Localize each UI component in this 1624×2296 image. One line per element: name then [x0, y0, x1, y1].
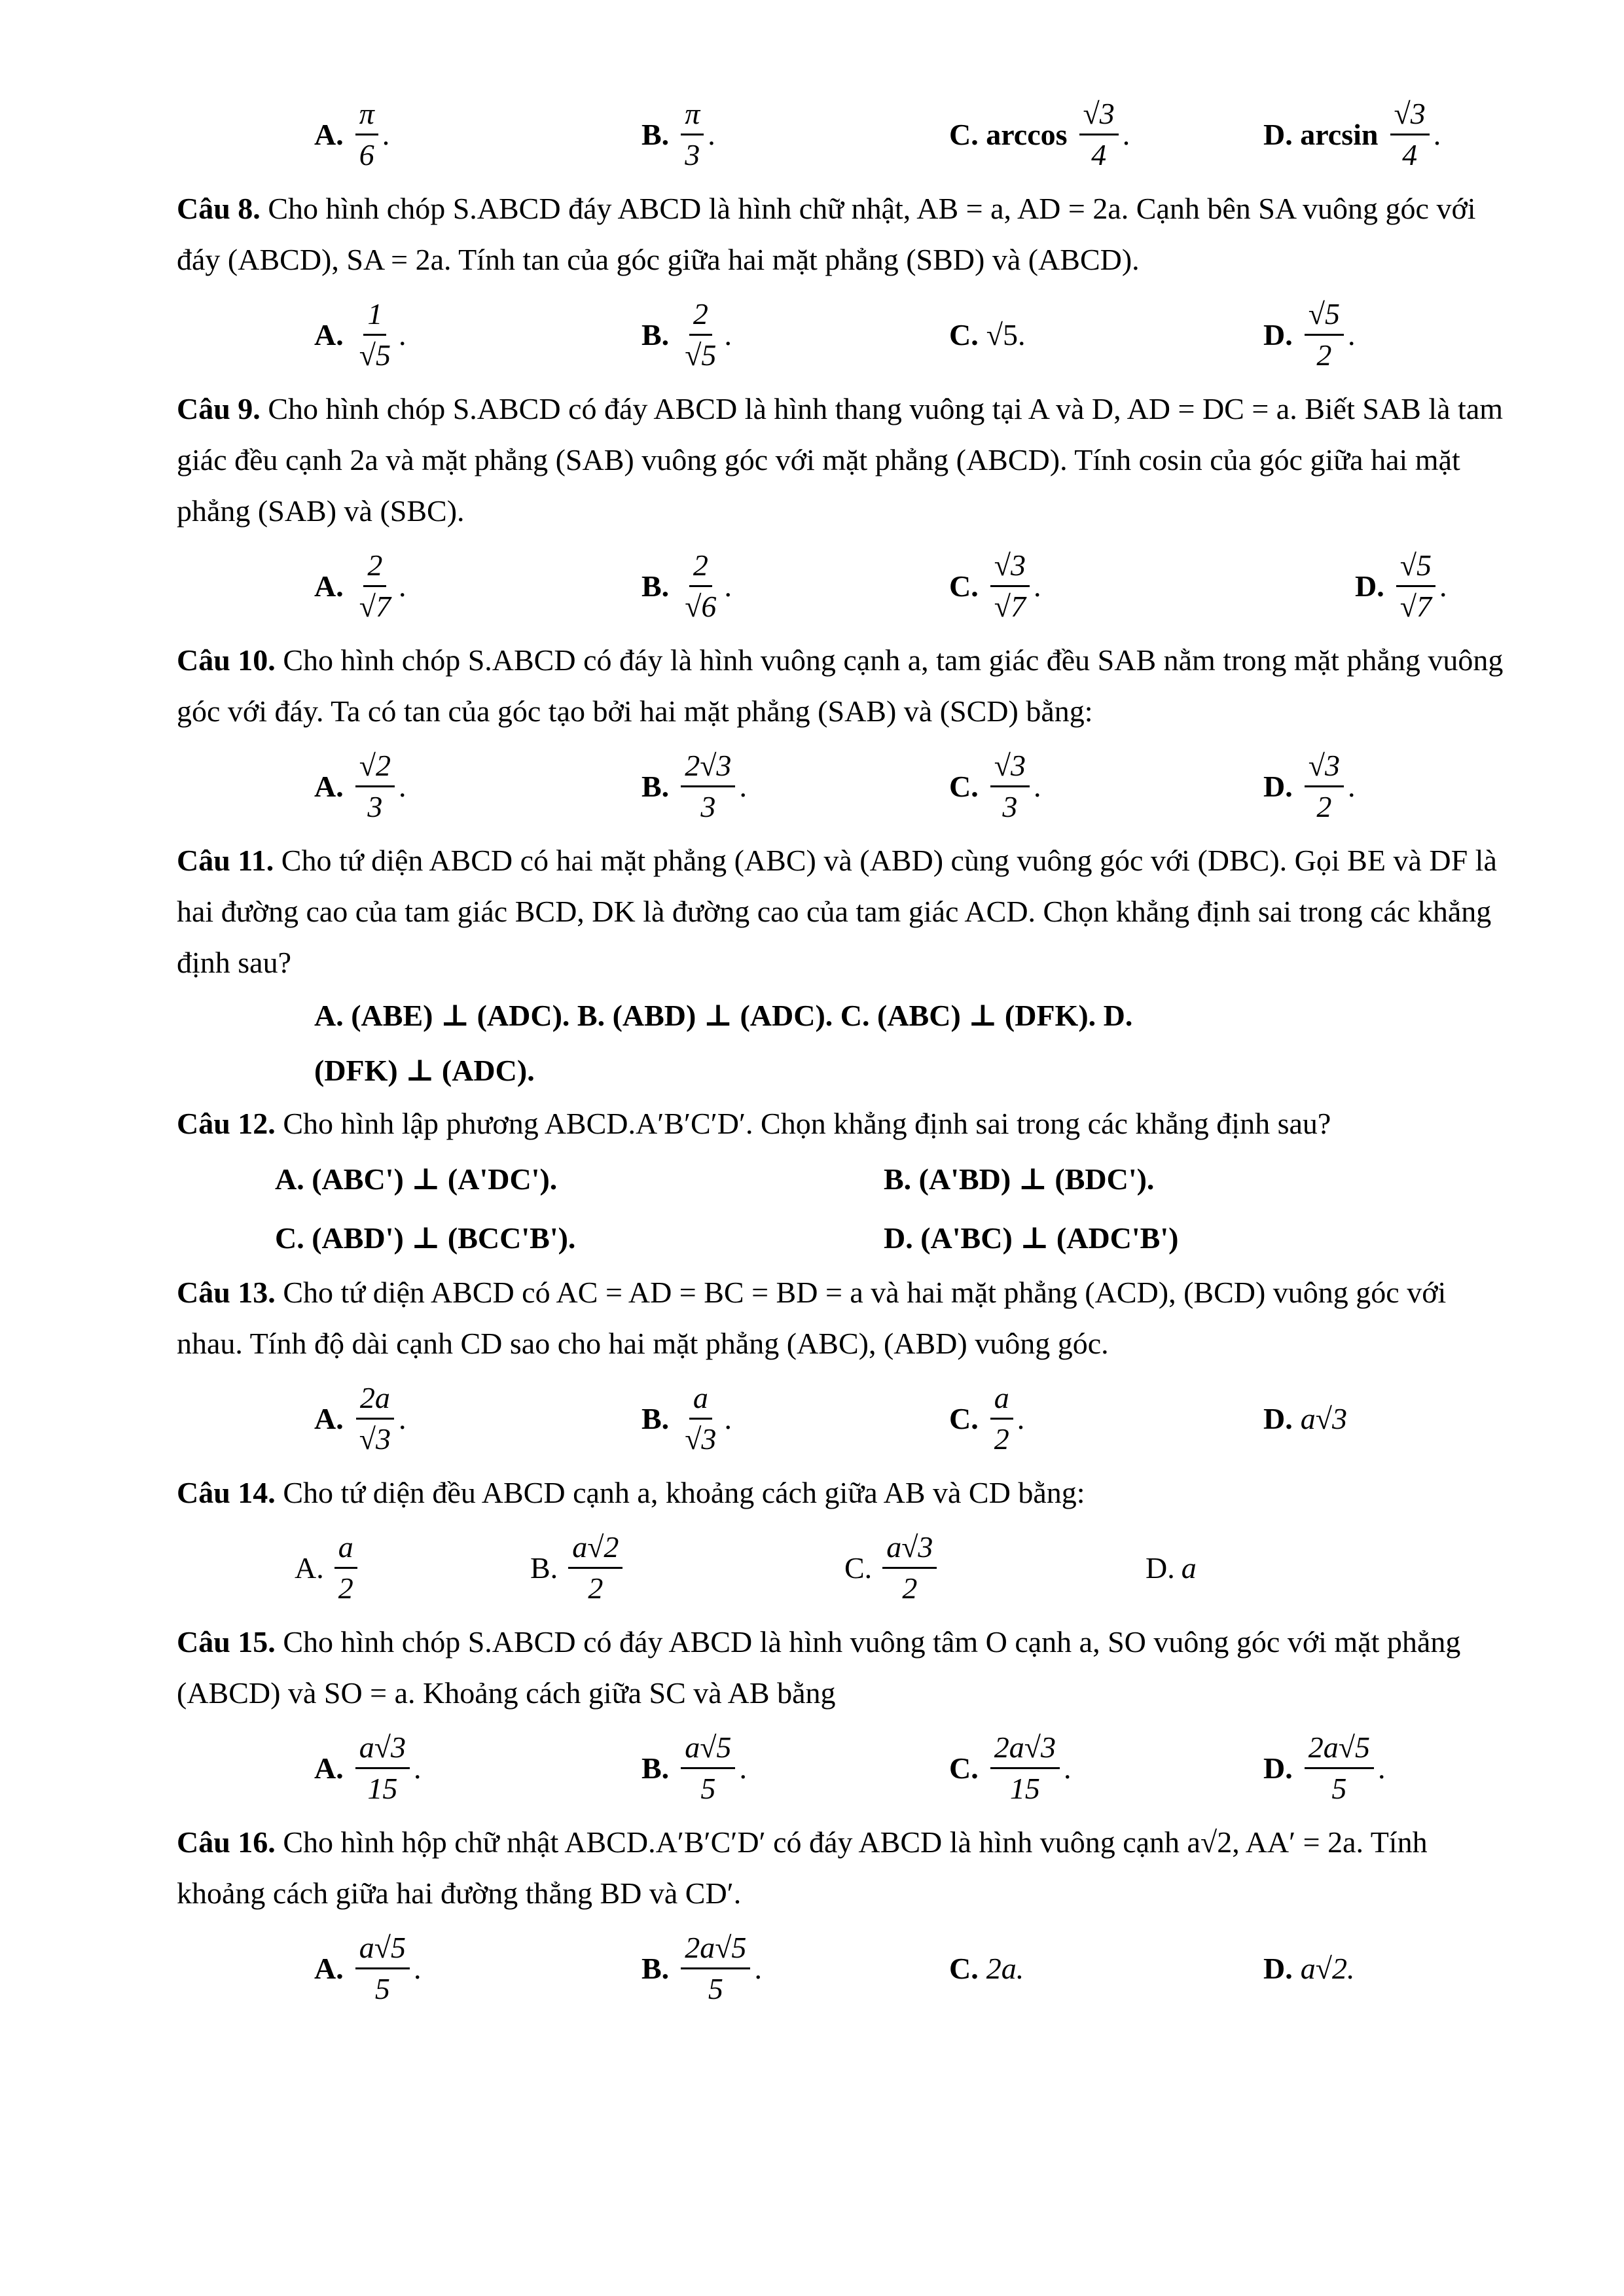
question-13: Câu 13. Cho tứ diện ABCD có AC = AD = BC = BD = a và hai mặt phẳng (ACD), (BCD) vuông góc với nhau. Tính độ dài cạnh CD sao cho hai mặt phẳng (ABC), (ABD) vuông góc.: [177, 1276, 1447, 1360]
q16-option-a: A. $\frac{a√5}{5}$ .: [314, 1919, 421, 2017]
q8-option-c: C. √5 .: [949, 317, 1026, 351]
question-9: Câu 9. Cho hình chóp S.ABCD có đáy ABCD là hình thang vuông tại A và D, AD = DC = a. Biết SAB là tam giác đều cạnh 2a và mặt phẳng (SAB) vuông góc với mặt phẳng (ABCD). Tính cosin của góc giữa hai mặt phẳng (SAB) và (SBC).: [177, 392, 1504, 528]
q7-option-b: B. $\frac{\pi}{3}$ .: [641, 85, 715, 183]
q12-option-d: D. (A'BC) ⊥ (ADC'B'): [884, 1221, 1179, 1255]
q16-option-b: B. $\frac{2a√5}{5}$ .: [641, 1919, 762, 2017]
q9-option-c: C. $\frac{√3}{√7}$ .: [949, 537, 1041, 635]
q14-option-b: B. $\frac{a√2}{2}$: [530, 1518, 626, 1617]
q12-option-a: A. (ABC') ⊥ (A'DC').: [275, 1162, 558, 1196]
document-page: [177, 85, 1512, 2017]
q11-options: A. (ABE) ⊥ (ADC). B. (ABD) ⊥ (ADC). C. (ABC) ⊥ (DFK). D.: [314, 999, 1133, 1032]
question-12: Câu 12. Cho hình lập phương ABCD.A′B′C′D′. Chọn khẳng định sai trong các khẳng định sau?: [177, 1107, 1331, 1140]
q7-options: [177, 85, 1512, 183]
q10-option-b: B. $\frac{2√3}{3}$ .: [641, 737, 747, 835]
q16-option-c: C. 2a.: [949, 1951, 1024, 1985]
q15-option-b: B. $\frac{a√5}{5}$ .: [641, 1719, 747, 1817]
q15-option-c: C. $\frac{2a√3}{15}$ .: [949, 1719, 1071, 1817]
q9-options: [177, 537, 1512, 635]
q9-option-a: A. $\frac{2}{√7}$ .: [314, 537, 406, 635]
question-15: Câu 15. Cho hình chóp S.ABCD có đáy ABCD là hình vuông tâm O cạnh a, SO vuông góc với mặt phẳng (ABCD) và SO = a. Khoảng cách giữa SC và AB bằng: [177, 1625, 1461, 1710]
q10-option-c: C. $\frac{√3}{3}$ .: [949, 737, 1041, 835]
q13-option-c: C. $\frac{a}{2}$ .: [949, 1369, 1024, 1467]
q15-option-a: A. $\frac{a√3}{15}$ .: [314, 1719, 421, 1817]
q14-options: [177, 1518, 1512, 1617]
question-14: Câu 14. Cho tứ diện đều ABCD cạnh a, khoảng cách giữa AB và CD bằng:: [177, 1476, 1085, 1509]
question-16: Câu 16. Cho hình hộp chữ nhật ABCD.A′B′C′D′ có đáy ABCD là hình vuông cạnh a√2, AA′ = 2a. Tính khoảng cách giữa hai đường thẳng BD và CD′.: [177, 1825, 1428, 1910]
q7-option-d: D. arcsin $\frac{√3}{4}$ .: [1263, 85, 1441, 183]
q13-options: [177, 1369, 1512, 1467]
q16-options: [177, 1919, 1512, 2017]
q13-option-d: D. a√3: [1263, 1401, 1347, 1435]
q10-options: [177, 737, 1512, 835]
q14-option-c: C. $\frac{a√3}{2}$: [844, 1518, 941, 1617]
q14-option-d: D. a: [1146, 1551, 1197, 1585]
q12-options-row2: [177, 1208, 1512, 1267]
q11-option-d: (DFK) ⊥ (ADC).: [314, 1054, 535, 1087]
q8-options: [177, 285, 1512, 384]
q12-option-b: B. (A'BD) ⊥ (BDC').: [884, 1162, 1155, 1196]
q12-options-row1: [177, 1149, 1512, 1208]
q13-option-a: A. $\frac{2a}{√3}$ .: [314, 1369, 406, 1467]
question-11: Câu 11. Cho tứ diện ABCD có hai mặt phẳng (ABC) và (ABD) cùng vuông góc với (DBC). Gọi BE và DF là hai đường cao của tam giác BCD, DK là đường cao của tam giác ACD. Chọn khẳng định sai trong các khẳng định sau?: [177, 844, 1497, 979]
q7-option-a: A. $\frac{\pi}{6}$ .: [314, 85, 389, 183]
q8-option-a: A. $\frac{1}{√5}$ .: [314, 285, 406, 384]
q13-option-b: B. $\frac{a}{√3}$ .: [641, 1369, 732, 1467]
q10-option-a: A. $\frac{√2}{3}$ .: [314, 737, 406, 835]
q7-option-c: C. arccos $\frac{√3}{4}$ .: [949, 85, 1130, 183]
q16-option-d: D. a√2.: [1263, 1951, 1355, 1985]
q9-option-b: B. $\frac{2}{√6}$ .: [641, 537, 732, 635]
question-8: Câu 8. Cho hình chóp S.ABCD đáy ABCD là hình chữ nhật, AB = a, AD = 2a. Cạnh bên SA vuông góc với đáy (ABCD), SA = 2a. Tính tan của góc giữa hai mặt phẳng (SBD) và (ABCD).: [177, 192, 1476, 276]
question-10: Câu 10. Cho hình chóp S.ABCD có đáy là hình vuông cạnh a, tam giác đều SAB nằm trong mặt phẳng vuông góc với đáy. Ta có tan của góc tạo bởi hai mặt phẳng (SAB) và (SCD) bằng:: [177, 643, 1504, 728]
q9-option-d: D. $\frac{√5}{√7}$ .: [1355, 537, 1447, 635]
q15-options: [177, 1719, 1512, 1817]
q8-option-d: D. $\frac{√5}{2}$ .: [1263, 285, 1355, 384]
q14-option-a: A. $\frac{a}{2}$: [295, 1518, 361, 1617]
q8-option-b: B. $\frac{2}{√5}$ .: [641, 285, 732, 384]
q15-option-d: D. $\frac{2a√5}{5}$ .: [1263, 1719, 1385, 1817]
q12-option-c: C. (ABD') ⊥ (BCC'B').: [275, 1221, 576, 1255]
q10-option-d: D. $\frac{√3}{2}$ .: [1263, 737, 1355, 835]
